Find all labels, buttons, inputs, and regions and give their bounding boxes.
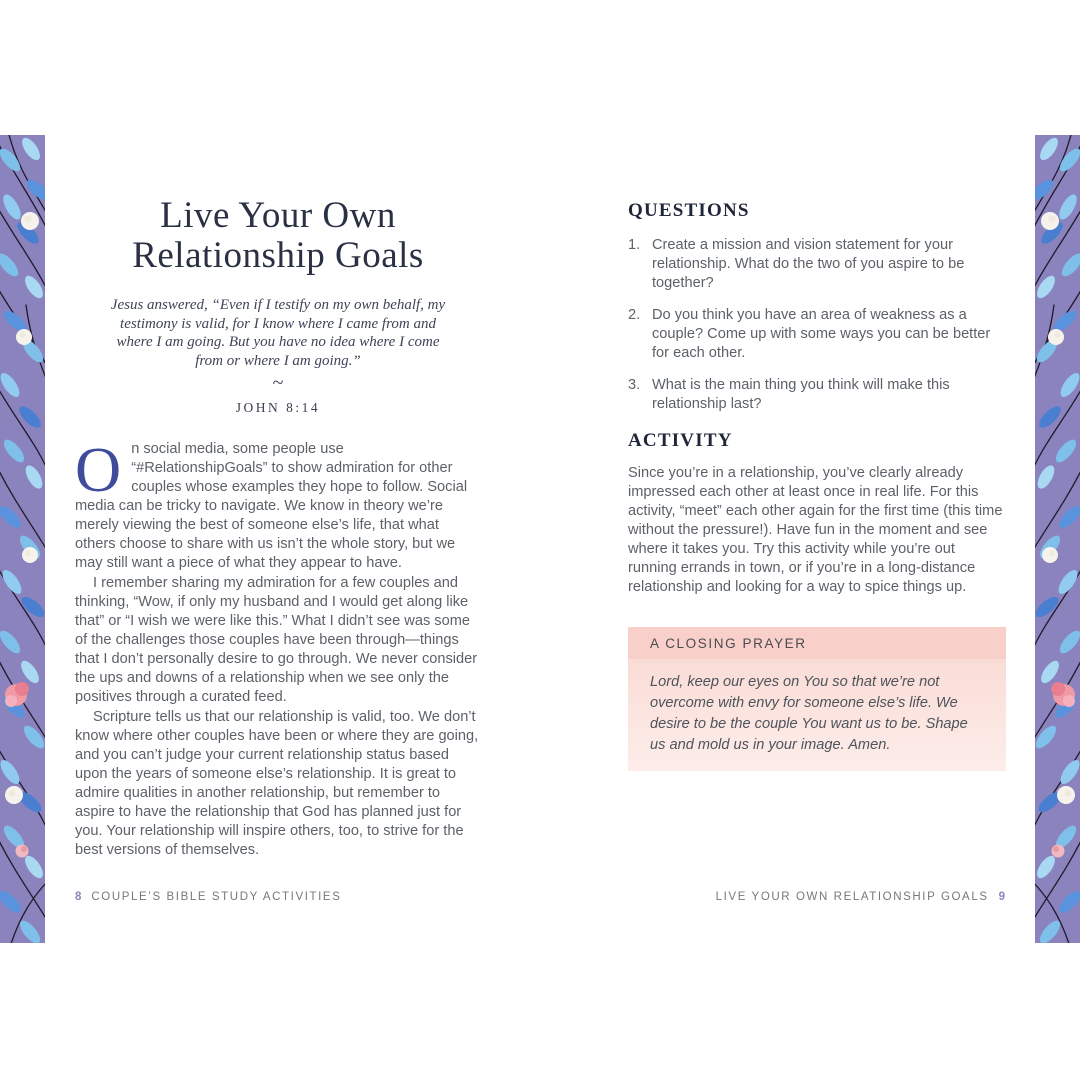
chapter-title-line2: Relationship Goals (132, 235, 424, 276)
dropcap: O (75, 434, 122, 505)
paragraph-3: Scripture tells us that our relationship is valid, too. We don’t know where other couples have been or where they are going, and you can’t judge your current relationship status based upon the years of someone else’s relationship. It is great to admire qualities in another relationship, but remember to aspire to have the relationship that God has planned just for you. Your relationship will inspire others, too, to strive for the best versions of themselves. (75, 709, 479, 858)
left-footer (75, 891, 341, 903)
verse-reference: JOHN 8:14 (235, 400, 321, 415)
paragraph-2: I remember sharing my admiration for a few couples and thinking, “Wow, if only my husband and I would get along like that” or “I wish we were like this.” What I didn’t see was some of the challenges those couples have been through—things that I don’t personally desire to go through. We never consider the ups and downs of a relationship when we see only the positives through a curated feed. (75, 575, 478, 705)
right-page (628, 200, 1006, 771)
activity-text: Since you’re in a relationship, you’ve clearly already impressed each other at least once in real life. For this activity, “meet” each other again for the first time (this time without the pressure!). Have fun in the moment and see where it takes you. Try this activity while you’re out running errands in town, or if you’re in a long-distance relationship and looking for a way to spice things up. (628, 465, 1003, 595)
questions-list (628, 236, 1006, 414)
tilde-ornament: ~ (272, 372, 284, 394)
question-text: Create a mission and vision statement for your relationship. What do the two of you aspire to be together? (652, 237, 965, 291)
chapter-title (75, 196, 481, 276)
floral-border-left (0, 135, 45, 943)
question-item (628, 376, 1006, 414)
right-page-number: 9 (998, 891, 1005, 903)
question-number: 1. (628, 237, 641, 253)
chapter-body (75, 434, 481, 860)
closing-prayer-box (628, 627, 1006, 771)
question-number: 3. (628, 377, 641, 393)
question-text: What is the main thing you think will make this relationship last? (652, 377, 950, 412)
question-number: 2. (628, 307, 641, 323)
questions-heading: QUESTIONS (628, 200, 750, 221)
paragraph-1 (75, 434, 481, 573)
left-page (75, 196, 481, 860)
question-item (628, 236, 1006, 293)
closing-prayer-heading: A CLOSING PRAYER (628, 627, 1006, 659)
right-running-title: LIVE YOUR OWN RELATIONSHIP GOALS (715, 891, 989, 903)
activity-heading: ACTIVITY (628, 430, 733, 451)
right-footer (716, 891, 1005, 903)
floral-border-right (1035, 135, 1080, 943)
question-item (628, 306, 1006, 363)
left-page-number: 8 (75, 891, 82, 903)
left-running-title: COUPLE’S BIBLE STUDY ACTIVITIES (91, 891, 342, 903)
chapter-title-line1: Live Your Own (160, 195, 396, 236)
paragraph-1-text: n social media, some people use “#RelationshipGoals” to show admiration for other couples whose examples they hope to follow. Social media can be tricky to navigate. We know in theory we’re merely viewing the best of someone else’s life, that what others choose to share with us isn’t the whole story, but we may still want a piece of what they appear to have. (75, 441, 468, 571)
question-text: Do you think you have an area of weakness as a couple? Come up with some ways you can be better for each other. (652, 307, 991, 361)
closing-prayer-text: Lord, keep our eyes on You so that we’re not overcome with envy for someone else’s life. We desire to be the couple You want us to be. Shape us and mold us in your image. Amen. (628, 659, 1006, 771)
epigraph-quote: Jesus answered, “Even if I testify on my own behalf, my testimony is valid, for I know where I came from and where I am going. But you have no idea where I come from or where I am going.” (110, 297, 446, 369)
